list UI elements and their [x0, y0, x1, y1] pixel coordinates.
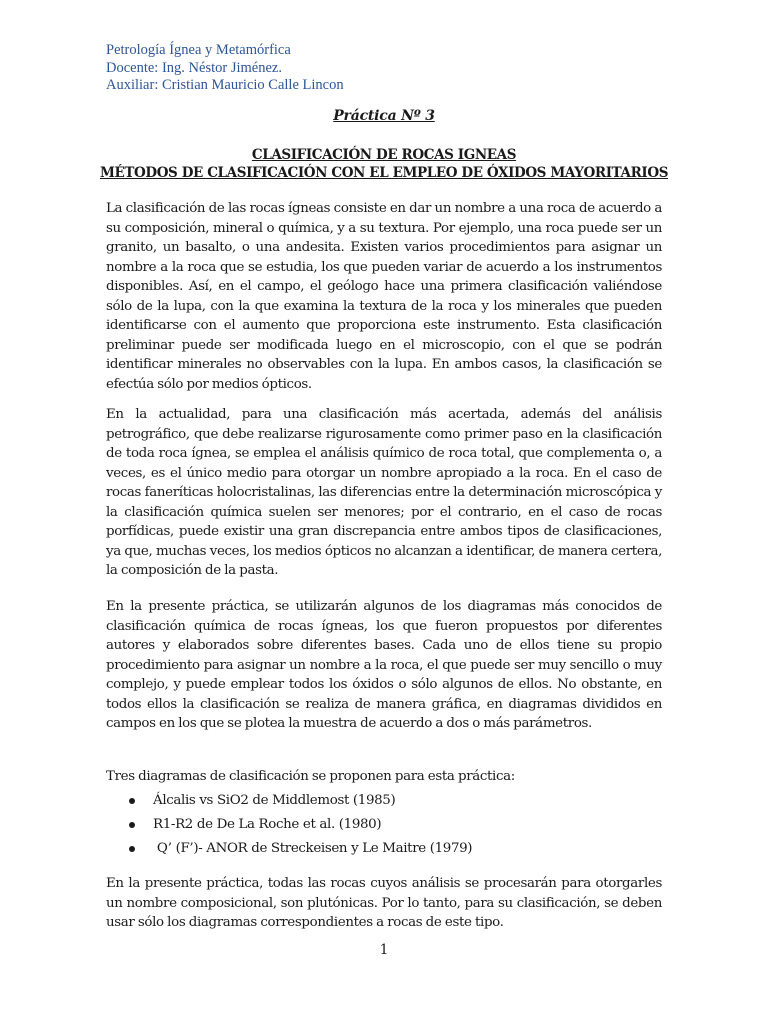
list-item [106, 838, 662, 862]
list-item-text: Álcalis vs SiO2 de Middlemost (1985) [153, 793, 396, 808]
main-title-line-1: CLASIFICACIÓN DE ROCAS IGNEAS [251, 147, 517, 163]
main-title [0, 146, 768, 182]
list-item-text: R1-R2 de De La Roche et al. (1980) [153, 817, 382, 832]
practice-title: Práctica Nº 3 [333, 108, 435, 124]
paragraph-current-methods: En la actualidad, para una clasificación más acertada, además del análisis petrográfico, que debe realizarse rigurosamente como primer paso en la clasificación de toda roca ígnea, se emplea el análisis químico de roca total, que complementa o, a veces, es el único medio para otorgar un nombre apropiado a la roca. En el caso de rocas faneríticas holocristalinas, las diferencias entre la determinación microscópica y la clasificación química suelen ser menores; por el contrario, en el caso de rocas porfídicas, puede existir una gran discrepancia entre ambos tipos de clasificaciones, ya que, muchas veces, los medios ópticos no alcanzan a identificar, de manera certera, la composición de la pasta. [106, 407, 662, 578]
paragraph-intro: La clasificación de las rocas ígneas consiste en dar un nombre a una roca de acuerdo a su composición, mineral o química, y a su textura. Por ejemplo, una roca puede ser un granito, un basalto, o una andesita. Existen varios procedimientos para asignar un nombre a la roca que se estudia, los que pueden variar de acuerdo a los instrumentos disponibles. Así, en el campo, el geólogo hace una primera clasificación valiéndose sólo de la lupa, con la que examina la textura de la roca y los minerales que pueden identificarse con el aumento que proporciona este instrumento. Esta clasificación preliminar puede ser modificada luego en el microscopio, con el que se podrán identificar minerales no observables con la lupa. En ambos casos, la clasificación se efectúa sólo por medios ópticos. [106, 201, 662, 392]
teacher-name: Docente: Ing. Néstor Jiménez. [106, 59, 282, 76]
page-number: 1 [379, 942, 389, 958]
assistant-name: Auxiliar: Cristian Mauricio Calle Lincon [106, 77, 344, 93]
bullet-icon [129, 846, 135, 852]
diagram-list [106, 790, 662, 862]
document-header [106, 42, 344, 95]
paragraph-diagrams: En la presente práctica, se utilizarán algunos de los diagramas más conocidos de clasificación química de rocas ígneas, los que fueron propuestos por diferentes autores y elaborados sobre diferentes bases. Cada uno de ellos tiene su propio procedimiento para asignar un nombre a la roca, el que puede ser muy sencillo o muy complejo, y puede emplear todos los óxidos o sólo algunos de ellos. No obstante, en todos ellos la clasificación se realiza de manera gráfica, en diagramas divididos en campos en los que se plotea la muestra de acuerdo a dos o más parámetros. [106, 599, 662, 731]
bullet-icon [129, 822, 135, 828]
list-item-text: Q’ (F’)- ANOR de Streckeisen y Le Maitre (1979) [153, 841, 473, 856]
list-item [106, 814, 662, 838]
course-name: Petrología Ígnea y Metamórfica [106, 42, 291, 58]
paragraph-conclusion: En la presente práctica, todas las rocas cuyos análisis se procesarán para otorgarles un nombre composicional, son plutónicas. Por lo tanto, para su clasificación, se deben usar sólo los diagramas correspondientes a rocas de este tipo. [106, 876, 662, 930]
list-item [106, 790, 662, 814]
main-title-line-2: MÉTODOS DE CLASIFICACIÓN CON EL EMPLEO DE ÓXIDOS MAYORITARIOS [99, 165, 669, 181]
paragraph-list-intro: Tres diagramas de clasificación se proponen para esta práctica: [106, 769, 515, 784]
bullet-icon [129, 798, 135, 804]
